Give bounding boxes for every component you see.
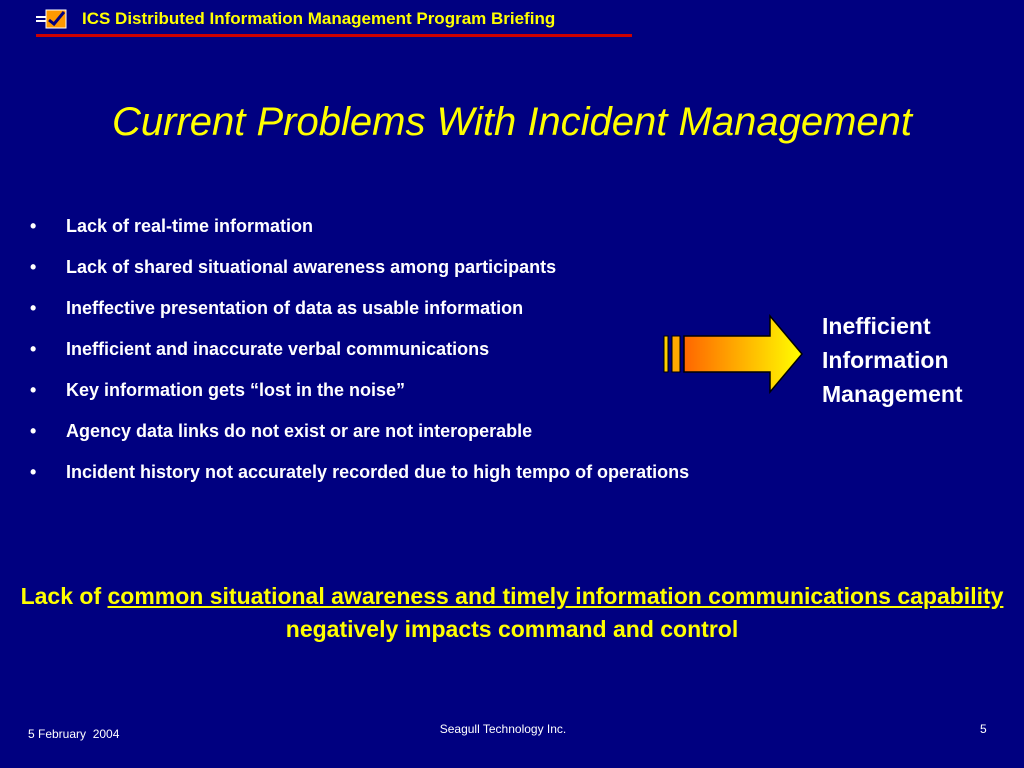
seagull-flag-logo-icon: [36, 6, 72, 30]
problem-item: • Lack of shared situational awareness among participants: [30, 257, 750, 278]
footer-company: Seagull Technology Inc.: [439, 722, 567, 736]
result-line: Inefficient: [822, 313, 931, 339]
header-title: ICS Distributed Information Management Program Briefing: [82, 9, 556, 28]
slide-header: [36, 6, 632, 36]
page-number: 5: [980, 722, 987, 736]
problem-item: • Incident history not accurately recorded due to high tempo of operations: [30, 462, 750, 483]
conclusion-suffix: negatively impacts command and control: [285, 616, 739, 642]
result-label: [822, 309, 963, 411]
problem-item: • Agency data links do not exist or are not interoperable: [30, 421, 750, 442]
problem-item: • Key information gets “lost in the noise”: [30, 380, 750, 401]
conclusion-statement: [20, 580, 1004, 646]
result-line: Information: [822, 347, 949, 373]
conclusion-emphasis: common situational awareness and timely information communications capability: [107, 583, 1004, 609]
problem-item: • Inefficient and inaccurate verbal communications: [30, 339, 750, 360]
problem-item: • Lack of real-time information: [30, 216, 750, 237]
problem-list: [30, 216, 750, 503]
problem-item: • Ineffective presentation of data as usable information: [30, 298, 750, 319]
slide-title: Current Problems With Incident Management: [112, 100, 912, 144]
right-arrow-icon: [660, 314, 806, 394]
conclusion-prefix: Lack of: [20, 583, 108, 609]
header-divider: [36, 34, 632, 37]
footer-date: 5 February 2004: [28, 727, 120, 741]
result-line: Management: [822, 381, 963, 407]
